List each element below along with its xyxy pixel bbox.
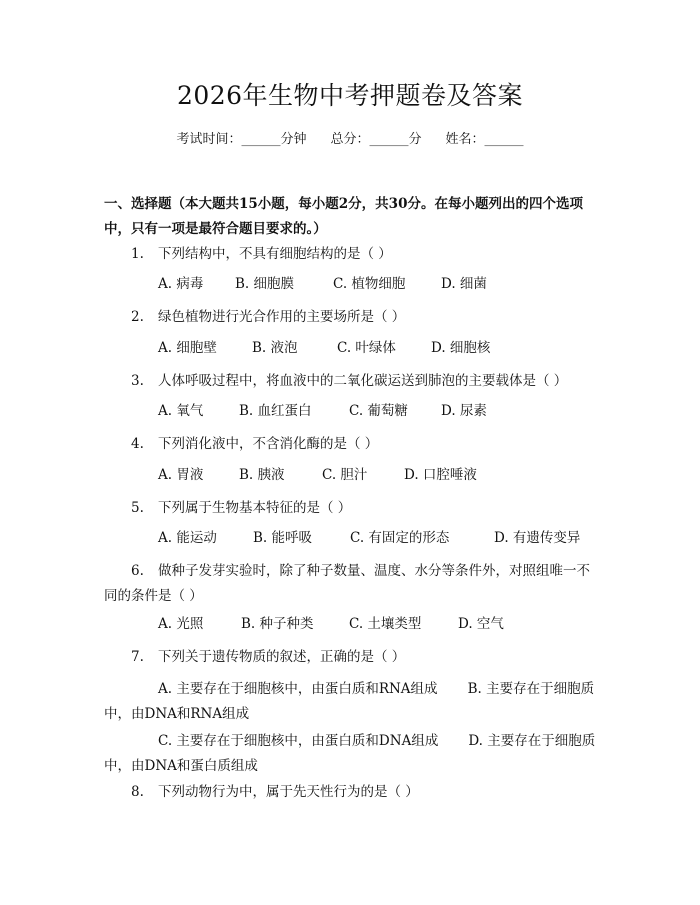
option-b: B. 细胞膜 xyxy=(235,276,295,292)
question-1 xyxy=(131,242,601,267)
question-3 xyxy=(131,369,601,394)
option-c: C. 胆汁 xyxy=(322,467,368,483)
option-d: D. 细胞核 xyxy=(431,340,491,356)
option-b: B. 胰液 xyxy=(239,467,285,483)
option-a: A. 胃液 xyxy=(158,467,204,483)
option-c: C. 葡萄糖 xyxy=(349,403,408,419)
question-text: 下列属于生物基本特征的是（ ） xyxy=(158,500,352,516)
option-d: D. 有遗传变异 xyxy=(494,530,581,546)
options-2 xyxy=(158,338,490,358)
question-number: 3. xyxy=(131,373,144,389)
options-3 xyxy=(158,401,487,421)
question-number: 2. xyxy=(131,309,144,325)
page-title: 2026年生物中考押题卷及答案 xyxy=(176,81,524,110)
name-field: 姓名：______ xyxy=(445,132,524,147)
option-c: C. 主要存在于细胞核中，由蛋白质和DNA组成 xyxy=(158,733,439,749)
options-7-ab xyxy=(104,677,602,727)
options-6 xyxy=(158,614,504,634)
exam-info-line xyxy=(0,130,700,150)
option-b: B. 能呼吸 xyxy=(253,530,313,546)
section-header: 一、选择题（本大题共15小题，每小题2分，共30分。在每小题列出的四个选项中，只有一项是最符合题目要求的。） xyxy=(104,196,583,237)
exam-time-field: 考试时间：______分钟 xyxy=(176,132,307,147)
question-4 xyxy=(131,432,601,457)
option-c: C. 有固定的形态 xyxy=(350,530,450,546)
question-text: 下列关于遗传物质的叙述，正确的是（ ） xyxy=(158,649,406,665)
option-c: C. 土壤类型 xyxy=(349,616,422,632)
options-7-cd xyxy=(104,729,602,779)
question-number: 1. xyxy=(131,246,144,262)
option-c: C. 叶绿体 xyxy=(337,340,396,356)
option-b: B. 血红蛋白 xyxy=(239,403,312,419)
option-d: D. 空气 xyxy=(458,616,504,632)
option-d: D. 主要存在于细胞质中，由DNA和蛋白质组成 xyxy=(104,733,596,774)
option-b: B. 主要存在于细胞质中，由DNA和RNA组成 xyxy=(104,681,595,722)
question-2 xyxy=(131,305,601,330)
option-a: A. 光照 xyxy=(158,616,204,632)
question-text: 下列消化液中，不含消化酶的是（ ） xyxy=(158,436,379,452)
question-number: 7. xyxy=(131,649,144,665)
question-8 xyxy=(131,780,601,805)
question-text: 绿色植物进行光合作用的主要场所是（ ） xyxy=(158,309,406,325)
question-text: 做种子发芽实验时，除了种子数量、温度、水分等条件外，对照组唯一不同的条件是（ ） xyxy=(104,563,590,604)
option-a: A. 主要存在于细胞核中，由蛋白质和RNA组成 xyxy=(158,681,438,697)
question-number: 5. xyxy=(131,500,144,516)
option-b: B. 液泡 xyxy=(252,340,298,356)
option-a: A. 氧气 xyxy=(158,403,204,419)
option-a: A. 能运动 xyxy=(158,530,217,546)
question-text: 人体呼吸过程中，将血液中的二氧化碳运送到肺泡的主要载体是（ ） xyxy=(158,373,568,389)
question-text: 下列结构中，不具有细胞结构的是（ ） xyxy=(158,246,392,262)
question-number: 4. xyxy=(131,436,144,452)
option-a: A. 细胞壁 xyxy=(158,340,217,356)
option-d: D. 口腔唾液 xyxy=(404,467,477,483)
options-1 xyxy=(158,274,487,294)
option-c: C. 植物细胞 xyxy=(333,276,406,292)
question-number: 6. xyxy=(131,563,144,579)
question-6 xyxy=(104,559,602,609)
question-text: 下列动物行为中，属于先天性行为的是（ ） xyxy=(158,784,419,800)
question-5 xyxy=(131,496,601,521)
options-4 xyxy=(158,465,477,485)
option-b: B. 种子种类 xyxy=(241,616,314,632)
options-5 xyxy=(158,528,580,548)
option-a: A. 病毒 xyxy=(158,276,204,292)
option-d: D. 细菌 xyxy=(441,276,487,292)
question-7 xyxy=(131,645,601,670)
total-score-field: 总分：______分 xyxy=(330,132,422,147)
question-number: 8. xyxy=(131,784,144,800)
option-d: D. 尿素 xyxy=(441,403,487,419)
